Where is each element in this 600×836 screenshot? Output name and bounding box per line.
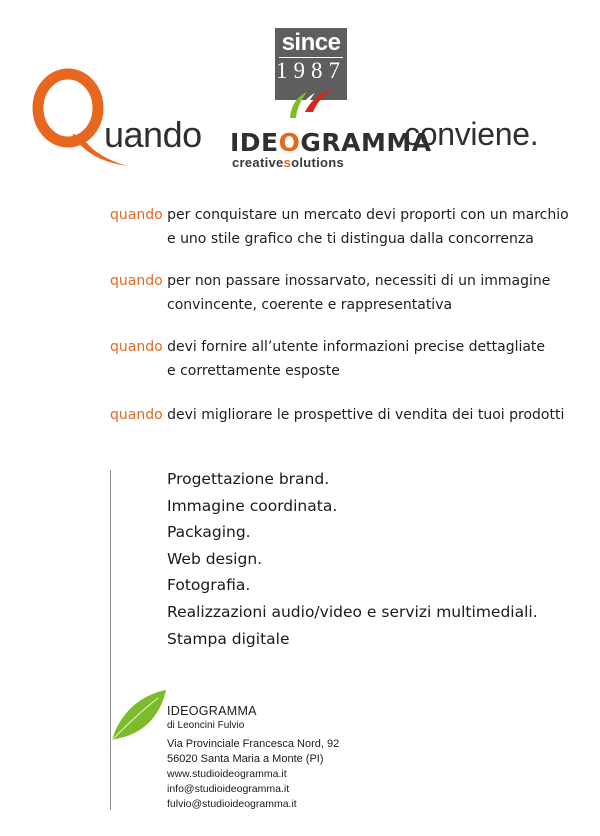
statement-keyword: quando <box>110 207 163 223</box>
italian-flag-swoosh-icon <box>287 82 335 120</box>
statement-line2: e uno stile grafico che ti distingua dalla concorrenza <box>167 231 534 247</box>
statement-line1: devi fornire all’utente informazioni precise dettagliate <box>167 339 546 355</box>
email-fulvio-link[interactable]: fulvio@studioideogramma.it <box>167 798 297 810</box>
contact-block <box>167 703 339 812</box>
email-info-link[interactable]: info@studioideogramma.it <box>167 783 290 795</box>
address-line1: Via Provinciale Francesca Nord, 92 <box>167 738 340 750</box>
services-list <box>167 466 538 652</box>
statement-line1: per non passare inossarvato, necessiti di un immagine <box>167 273 551 289</box>
badge-year: 1987 <box>276 58 346 83</box>
headline-conviene: conviene. <box>404 116 539 152</box>
brand-o: O <box>278 128 301 157</box>
statement-keyword: quando <box>110 339 163 355</box>
statement-2 <box>110 269 550 317</box>
service-item: Web design. <box>167 549 263 568</box>
brand-pre: IDE <box>230 128 279 157</box>
statement-4 <box>110 403 564 427</box>
statement-line2: e correttamente esposte <box>167 363 340 379</box>
statement-keyword: quando <box>110 407 163 423</box>
badge-since: since <box>281 29 341 56</box>
service-item: Immagine coordinata. <box>167 496 338 515</box>
company-owner: di Leoncini Fulvio <box>167 720 245 731</box>
statement-line2: convincente, coerente e rappresentativa <box>167 297 453 313</box>
statement-line1: per conquistare un mercato devi proporti con un marchio <box>167 207 569 223</box>
statement-line1: devi migliorare le prospettive di vendita dei tuoi prodotti <box>167 407 565 423</box>
tagline-post: olutions <box>291 155 345 170</box>
headline-brand <box>230 128 432 157</box>
brand-post: GRAMMA <box>300 128 432 157</box>
headline-uando: uando <box>104 114 202 155</box>
statement-3 <box>110 335 545 383</box>
tagline-pre: creative <box>232 155 284 170</box>
address-line2: 56020 Santa Maria a Monte (PI) <box>167 753 324 765</box>
tagline <box>232 155 344 170</box>
tagline-s: s <box>283 155 292 170</box>
service-item: Fotografia. <box>167 576 251 595</box>
service-item: Stampa digitale <box>167 629 290 648</box>
statement-keyword: quando <box>110 273 163 289</box>
statement-1 <box>110 203 569 251</box>
green-leaf-icon <box>110 688 168 742</box>
website-link[interactable]: www.studioideogramma.it <box>167 768 287 780</box>
service-item: Packaging. <box>167 523 251 542</box>
service-item: Progettazione brand. <box>167 470 330 488</box>
service-item: Realizzazioni audio/video e servizi multimediali. <box>167 602 538 621</box>
company-name: IDEOGRAMMA <box>167 704 257 718</box>
vertical-divider <box>110 470 111 810</box>
